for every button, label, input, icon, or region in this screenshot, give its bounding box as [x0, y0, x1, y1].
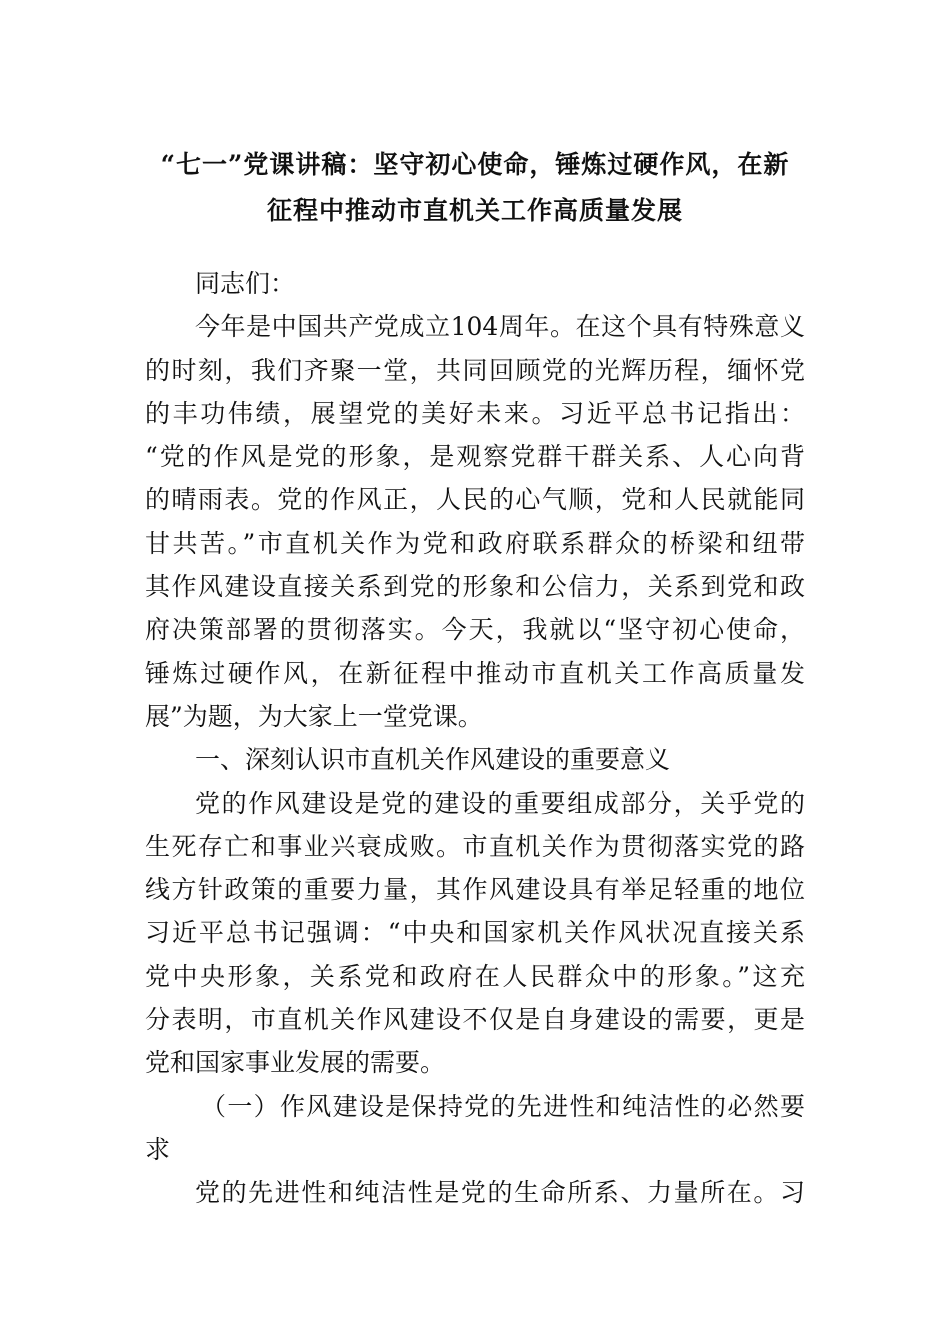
- paragraph-line: 的时刻，我们齐聚一堂，共同回顾党的光辉历程，缅怀党: [145, 355, 805, 385]
- title-line-2: 征程中推动市直机关工作高质量发展: [266, 196, 683, 225]
- subsection-heading-continued: 求: [145, 1134, 171, 1164]
- paragraph-line: 府决策部署的贯彻落实。今天，我就以“坚守初心使命，: [145, 615, 805, 645]
- paragraph-line: 今年是中国共产党成立104周年。在这个具有特殊意义: [195, 312, 805, 342]
- title-line-1: “七一”党课讲稿：坚守初心使命，锤炼过硬作风，在新: [160, 150, 790, 179]
- paragraph-line: 习近平总书记强调：“中央和国家机关作风状况直接关系: [145, 918, 805, 948]
- paragraph-line: 甘共苦。”市直机关作为党和政府联系群众的桥梁和纽带: [145, 528, 805, 558]
- paragraph-line: 的丰功伟绩，展望党的美好未来。习近平总书记指出：: [145, 398, 805, 428]
- paragraph-line: 生死存亡和事业兴衰成败。市直机关作为贯彻落实党的路: [145, 831, 805, 861]
- document-body: [145, 262, 805, 1215]
- paragraph-line: 其作风建设直接关系到党的形象和公信力，关系到党和政: [145, 572, 805, 602]
- paragraph-line: 党的先进性和纯洁性是党的生命所系、力量所在。习: [195, 1178, 805, 1208]
- paragraph-line: 线方针政策的重要力量，其作风建设具有举足轻重的地位: [145, 875, 805, 905]
- salutation: 同志们：: [195, 269, 296, 298]
- document-title: [145, 142, 805, 234]
- paragraph-line: 展”为题，为大家上一堂党课。: [145, 701, 483, 731]
- paragraph-line: 党中央形象，关系党和政府在人民群众中的形象。”这充: [145, 961, 805, 991]
- paragraph-line: 党的作风建设是党的建设的重要组成部分，关乎党的: [195, 788, 805, 818]
- paragraph-line: 分表明，市直机关作风建设不仅是自身建设的需要，更是: [145, 1005, 805, 1035]
- paragraph-line: 的晴雨表。党的作风正，人民的心气顺，党和人民就能同: [145, 485, 805, 515]
- paragraph-line: 锤炼过硬作风，在新征程中推动市直机关工作高质量发: [145, 658, 805, 688]
- subsection-heading: （一）作风建设是保持党的先进性和纯洁性的必然要: [201, 1091, 805, 1121]
- paragraph-line: 党和国家事业发展的需要。: [145, 1048, 446, 1078]
- section-heading: 一、深刻认识市直机关作风建设的重要意义: [195, 745, 671, 775]
- paragraph-line: “党的作风是党的形象，是观察党群干群关系、人心向背: [145, 442, 805, 472]
